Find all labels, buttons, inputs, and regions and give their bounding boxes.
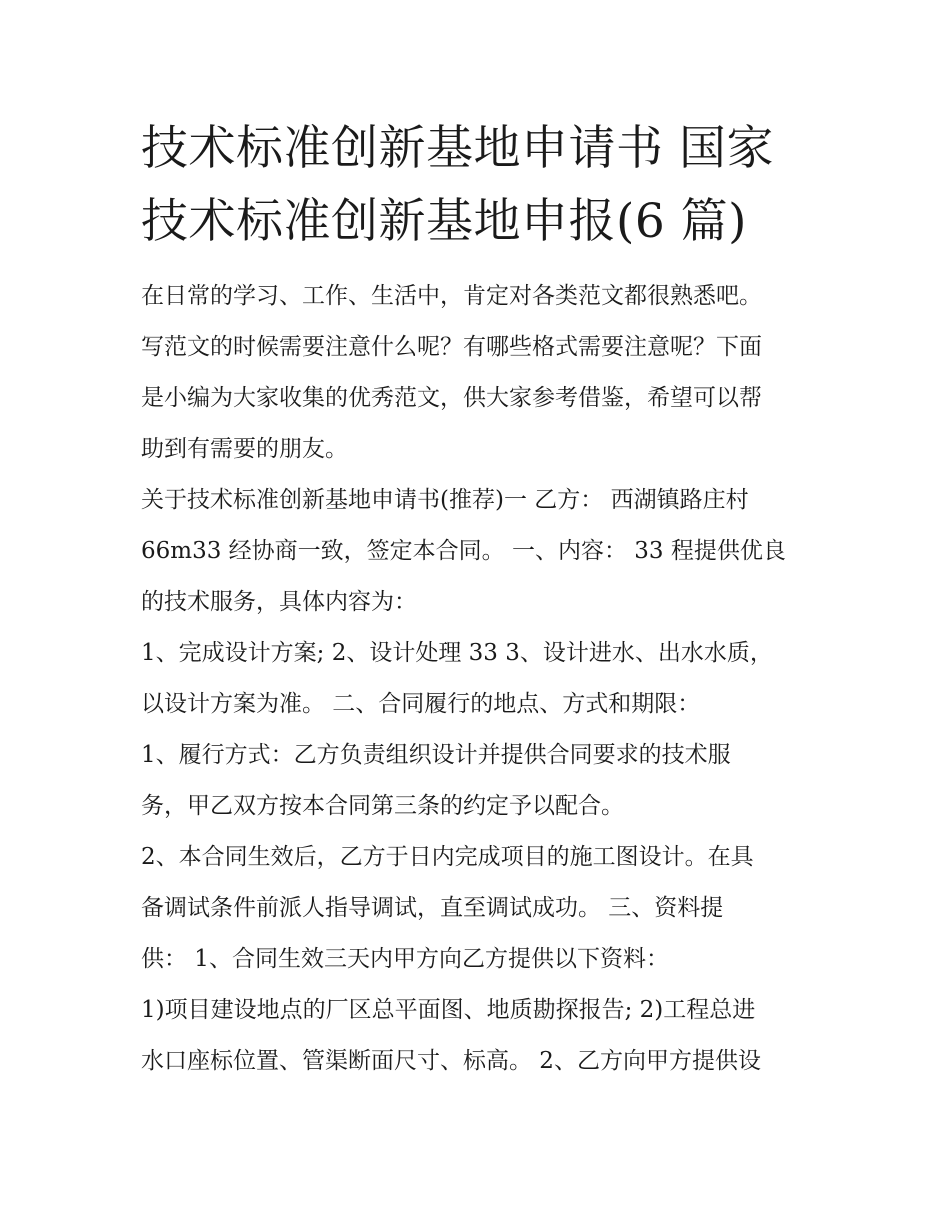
body-line: 以设计方案为准。 二、合同履行的地点、方式和期限： [141,691,701,717]
title-line-2: 技术标准创新基地申报(6 篇) [141,194,748,249]
body-line: 2、本合同生效后，乙方于日内完成项目的施工图设计。在具 [141,844,754,870]
body-line: 1)项目建设地点的厂区总平面图、地质勘探报告; 2)工程总进 [141,997,756,1023]
title-line-1: 技术标准创新基地申请书 国家 [141,121,774,176]
intro-line: 写范文的时候需要注意什么呢？有哪些格式需要注意呢？下面 [141,334,762,360]
body-line: 66m33 经协商一致，签定本合同。 一、内容： 33 程提供优良 [141,538,786,564]
document-page [141,112,821,1087]
intro-line: 是小编为大家收集的优秀范文，供大家参考借鉴，希望可以帮 [141,385,762,411]
body-line: 的技术服务，具体内容为： [141,589,417,615]
body-line: 备调试条件前派人指导调试，直至调试成功。 三、资料提 [141,895,724,921]
intro-line: 助到有需要的朋友。 [141,436,348,462]
body-line: 1、完成设计方案; 2、设计处理 33 3、设计进水、出水水质， [141,640,773,666]
body-line: 关于技术标准创新基地申请书(推荐)一 乙方： 西湖镇路庄村 [141,487,749,513]
body-line: 水口座标位置、管渠断面尺寸、标高。 2、乙方向甲方提供设 [141,1048,761,1074]
intro-paragraph [141,271,821,475]
contract-body [141,475,821,1087]
body-line: 1、履行方式：乙方负责组织设计并提供合同要求的技术服 [141,742,731,768]
body-line: 务，甲乙双方按本合同第三条的约定予以配合。 [141,793,624,819]
body-line: 供： 1、合同生效三天内甲方向乙方提供以下资料： [141,946,669,972]
intro-line: 在日常的学习、工作、生活中，肯定对各类范文都很熟悉吧。 [141,283,762,309]
document-title [141,112,821,258]
